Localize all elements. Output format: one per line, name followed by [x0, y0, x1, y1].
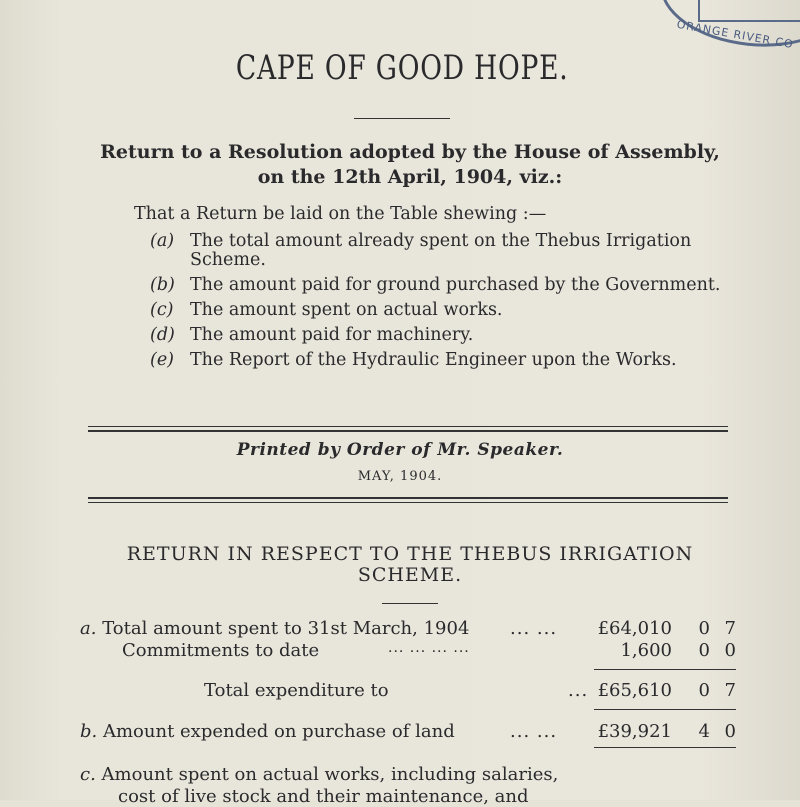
item-label: (d) [150, 325, 175, 345]
item-text: The amount paid for ground purchased by the Government. [190, 275, 721, 295]
amount-pounds: £65,610 [597, 680, 672, 701]
printed-by-order: Printed by Order of Mr. Speaker. [236, 440, 564, 460]
item-label: (b) [150, 275, 175, 295]
return-title-rule [382, 603, 438, 604]
amount-shillings: 0 [698, 640, 710, 661]
page-title: CAPE OF GOOD HOPE. [235, 48, 569, 88]
row-text: Commitments to date [122, 640, 320, 661]
row-text: Amount expended on purchase of land [102, 721, 455, 742]
divider-rule [88, 430, 728, 432]
row-text: Amount spent on actual works, including salaries, [101, 764, 559, 785]
item-label: (c) [150, 300, 174, 320]
resolution-line-1: Return to a Resolution adopted by the House of Assembly, [100, 141, 720, 163]
print-date: MAY, 1904. [357, 469, 443, 484]
sum-rule [594, 669, 736, 670]
library-stamp-box [698, 0, 800, 22]
row-label: b. [80, 721, 98, 742]
divider-rule [88, 502, 728, 503]
table-row [204, 680, 389, 701]
sum-rule [594, 709, 736, 710]
item-text: The amount spent on actual works. [190, 300, 503, 320]
title-rule [354, 118, 450, 119]
stamp-text: ORANGE RIVER CO [675, 17, 795, 52]
table-row [80, 721, 455, 742]
resolution-line-2: on the 12th April, 1904, viz.: [257, 166, 563, 188]
sum-rule [594, 747, 736, 748]
list-item [150, 301, 750, 320]
amount-pence: 7 [724, 618, 736, 639]
item-text: The Report of the Hydraulic Engineer upon the Works. [190, 350, 677, 370]
list-item [150, 276, 750, 295]
item-text: The amount paid for machinery. [190, 325, 474, 345]
list-item [150, 326, 750, 345]
row-text: Total expenditure to [204, 680, 389, 701]
resolution-heading [60, 140, 760, 190]
leader-dots: ... ... ... ... [388, 640, 470, 656]
amount-pence: 0 [724, 721, 736, 742]
row-text: Total amount spent to 31st March, 1904 [102, 618, 470, 639]
table-row [80, 618, 469, 639]
divider-rule [88, 497, 728, 499]
item-label: (a) [150, 231, 175, 251]
amount-shillings: 0 [698, 618, 710, 639]
amount-pounds: £64,010 [597, 618, 672, 639]
amount-shillings: 4 [698, 721, 710, 742]
return-title: RETURN IN RESPECT TO THE THEBUS IRRIGATION SCHEME. [126, 543, 694, 586]
amount-shillings: 0 [698, 680, 710, 701]
table-row [122, 640, 319, 661]
leader-dots: ... ... [510, 721, 558, 742]
amount-pounds: 1,600 [620, 640, 672, 661]
list-item [150, 232, 750, 270]
requested-items-list [150, 232, 750, 376]
item-text: The total amount already spent on the Thebus Irrigation Scheme. [190, 231, 692, 270]
divider-rule [88, 426, 728, 427]
amount-pence: 0 [724, 640, 736, 661]
leader-dots: ... ... [510, 618, 558, 639]
row-text: cost of live stock and their maintenance, and [118, 786, 529, 807]
row-label: c. [80, 764, 96, 785]
intro-text: That a Return be laid on the Table shewing :— [134, 204, 547, 224]
table-row-continued [118, 786, 529, 807]
amount-pounds: £39,921 [597, 721, 672, 742]
leader-dots: ... [568, 680, 589, 701]
list-item [150, 351, 750, 370]
amount-pence: 7 [724, 680, 736, 701]
table-row [80, 764, 558, 785]
row-label: a. [80, 618, 97, 639]
item-label: (e) [150, 350, 175, 370]
